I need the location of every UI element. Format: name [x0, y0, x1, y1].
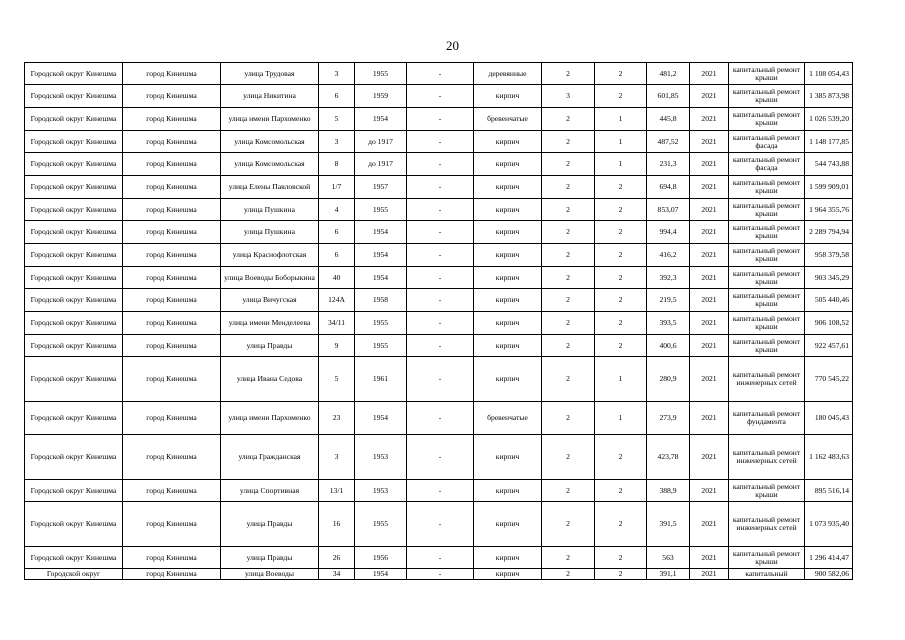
- entrances-cell: 1: [595, 402, 647, 435]
- year-built-cell: 1961: [355, 357, 407, 402]
- table-row: [25, 221, 853, 244]
- settlement-cell: город Кинешма: [123, 108, 221, 131]
- wall-material-cell: кирпич: [474, 221, 542, 244]
- house-cell: 6: [319, 85, 355, 108]
- plan-year-cell: 2021: [690, 335, 729, 357]
- floors-cell: 2: [542, 176, 595, 199]
- table-row: [25, 435, 853, 480]
- street-cell: улица Краснофлотская: [221, 244, 319, 267]
- wall-material-cell: кирпич: [474, 85, 542, 108]
- municipality-cell: Городской округ Кинешма: [25, 547, 123, 569]
- entrances-cell: 2: [595, 502, 647, 547]
- municipality-cell: Городской округ Кинешма: [25, 221, 123, 244]
- plan-year-cell: 2021: [690, 357, 729, 402]
- house-cell: 6: [319, 221, 355, 244]
- work-type-cell: капитальный ремонт крыши: [729, 244, 805, 267]
- work-type-cell: капитальный ремонт крыши: [729, 312, 805, 335]
- plan-year-cell: 2021: [690, 267, 729, 289]
- work-type-cell: капитальный ремонт крыши: [729, 289, 805, 312]
- settlement-cell: город Кинешма: [123, 312, 221, 335]
- table-row: [25, 312, 853, 335]
- area-cell: 392,3: [647, 267, 690, 289]
- year-built-cell: 1955: [355, 502, 407, 547]
- house-cell: 1/7: [319, 176, 355, 199]
- house-cell: 8: [319, 153, 355, 176]
- work-type-cell: капитальный ремонт крыши: [729, 267, 805, 289]
- floors-cell: 2: [542, 312, 595, 335]
- cost-cell: 1 964 355,76: [805, 199, 853, 221]
- wall-material-cell: деревянные: [474, 63, 542, 85]
- area-cell: 994,4: [647, 221, 690, 244]
- year-built-cell: 1954: [355, 244, 407, 267]
- wall-material-cell: кирпич: [474, 547, 542, 569]
- plan-year-cell: 2021: [690, 480, 729, 502]
- page-number: 20: [446, 38, 459, 53]
- house-cell: 124А: [319, 289, 355, 312]
- floors-cell: 2: [542, 569, 595, 580]
- dash-cell: -: [407, 85, 474, 108]
- year-built-cell: 1954: [355, 267, 407, 289]
- settlement-cell: город Кинешма: [123, 85, 221, 108]
- area-cell: 388,9: [647, 480, 690, 502]
- cost-cell: 770 545,22: [805, 357, 853, 402]
- plan-year-cell: 2021: [690, 199, 729, 221]
- work-type-cell: капитальный ремонт крыши: [729, 221, 805, 244]
- settlement-cell: город Кинешма: [123, 480, 221, 502]
- area-cell: 601,85: [647, 85, 690, 108]
- work-type-cell: капитальный ремонт крыши: [729, 480, 805, 502]
- entrances-cell: 2: [595, 221, 647, 244]
- dash-cell: -: [407, 221, 474, 244]
- street-cell: улица Трудовая: [221, 63, 319, 85]
- municipality-cell: Городской округ Кинешма: [25, 357, 123, 402]
- area-cell: 416,2: [647, 244, 690, 267]
- wall-material-cell: бревенчатые: [474, 402, 542, 435]
- wall-material-cell: кирпич: [474, 435, 542, 480]
- dash-cell: -: [407, 199, 474, 221]
- cost-cell: 958 379,58: [805, 244, 853, 267]
- entrances-cell: 2: [595, 289, 647, 312]
- house-cell: 34: [319, 569, 355, 580]
- cost-cell: 544 743,88: [805, 153, 853, 176]
- work-type-cell: капитальный ремонт инженерных сетей: [729, 357, 805, 402]
- municipality-cell: Городской округ Кинешма: [25, 289, 123, 312]
- municipality-cell: Городской округ Кинешма: [25, 85, 123, 108]
- entrances-cell: 2: [595, 244, 647, 267]
- table-row: [25, 335, 853, 357]
- work-type-cell: капитальный ремонт крыши: [729, 108, 805, 131]
- year-built-cell: 1953: [355, 480, 407, 502]
- municipality-cell: Городской округ Кинешма: [25, 131, 123, 153]
- registry-table: [24, 62, 853, 580]
- municipality-cell: Городской округ Кинешма: [25, 108, 123, 131]
- plan-year-cell: 2021: [690, 85, 729, 108]
- house-cell: 5: [319, 108, 355, 131]
- plan-year-cell: 2021: [690, 569, 729, 580]
- wall-material-cell: бревенчатые: [474, 108, 542, 131]
- work-type-cell: капитальный ремонт фасада: [729, 131, 805, 153]
- entrances-cell: 2: [595, 569, 647, 580]
- street-cell: улица Гражданская: [221, 435, 319, 480]
- cost-cell: 1 026 539,20: [805, 108, 853, 131]
- dash-cell: -: [407, 480, 474, 502]
- floors-cell: 2: [542, 547, 595, 569]
- wall-material-cell: кирпич: [474, 357, 542, 402]
- wall-material-cell: кирпич: [474, 480, 542, 502]
- work-type-cell: капитальный: [729, 569, 805, 580]
- house-cell: 26: [319, 547, 355, 569]
- cost-cell: 505 440,46: [805, 289, 853, 312]
- plan-year-cell: 2021: [690, 153, 729, 176]
- plan-year-cell: 2021: [690, 312, 729, 335]
- year-built-cell: 1954: [355, 221, 407, 244]
- area-cell: 231,3: [647, 153, 690, 176]
- dash-cell: -: [407, 547, 474, 569]
- settlement-cell: город Кинешма: [123, 289, 221, 312]
- table-row: [25, 502, 853, 547]
- area-cell: 481,2: [647, 63, 690, 85]
- year-built-cell: 1958: [355, 289, 407, 312]
- street-cell: улица Воеводы: [221, 569, 319, 580]
- area-cell: 853,07: [647, 199, 690, 221]
- cost-cell: 1 599 909,01: [805, 176, 853, 199]
- table-row: [25, 402, 853, 435]
- entrances-cell: 2: [595, 199, 647, 221]
- entrances-cell: 2: [595, 176, 647, 199]
- house-cell: 34/11: [319, 312, 355, 335]
- plan-year-cell: 2021: [690, 108, 729, 131]
- wall-material-cell: кирпич: [474, 289, 542, 312]
- street-cell: улица имени Пархоменко: [221, 108, 319, 131]
- cost-cell: 895 516,14: [805, 480, 853, 502]
- entrances-cell: 2: [595, 480, 647, 502]
- area-cell: 391,1: [647, 569, 690, 580]
- dash-cell: -: [407, 63, 474, 85]
- dash-cell: -: [407, 402, 474, 435]
- dash-cell: -: [407, 435, 474, 480]
- settlement-cell: город Кинешма: [123, 357, 221, 402]
- dash-cell: -: [407, 131, 474, 153]
- floors-cell: 2: [542, 335, 595, 357]
- dash-cell: -: [407, 357, 474, 402]
- wall-material-cell: кирпич: [474, 176, 542, 199]
- work-type-cell: капитальный ремонт фундамента: [729, 402, 805, 435]
- area-cell: 280,9: [647, 357, 690, 402]
- wall-material-cell: кирпич: [474, 267, 542, 289]
- house-cell: 4: [319, 199, 355, 221]
- table-body: [25, 63, 853, 580]
- street-cell: улица Правды: [221, 335, 319, 357]
- area-cell: 391,5: [647, 502, 690, 547]
- entrances-cell: 2: [595, 312, 647, 335]
- wall-material-cell: кирпич: [474, 244, 542, 267]
- plan-year-cell: 2021: [690, 547, 729, 569]
- cost-cell: 1 385 873,98: [805, 85, 853, 108]
- table-row: [25, 85, 853, 108]
- floors-cell: 2: [542, 244, 595, 267]
- area-cell: 487,52: [647, 131, 690, 153]
- entrances-cell: 1: [595, 357, 647, 402]
- floors-cell: 2: [542, 131, 595, 153]
- work-type-cell: капитальный ремонт крыши: [729, 176, 805, 199]
- house-cell: 16: [319, 502, 355, 547]
- work-type-cell: капитальный ремонт крыши: [729, 335, 805, 357]
- floors-cell: 2: [542, 221, 595, 244]
- plan-year-cell: 2021: [690, 221, 729, 244]
- floors-cell: 2: [542, 63, 595, 85]
- house-cell: 5: [319, 357, 355, 402]
- entrances-cell: 2: [595, 435, 647, 480]
- municipality-cell: Городской округ Кинешма: [25, 267, 123, 289]
- house-cell: 3: [319, 435, 355, 480]
- table-row: [25, 244, 853, 267]
- year-built-cell: 1956: [355, 547, 407, 569]
- dash-cell: -: [407, 267, 474, 289]
- table-row: [25, 176, 853, 199]
- entrances-cell: 1: [595, 108, 647, 131]
- floors-cell: 2: [542, 480, 595, 502]
- cost-cell: 180 045,43: [805, 402, 853, 435]
- area-cell: 273,9: [647, 402, 690, 435]
- settlement-cell: город Кинешма: [123, 199, 221, 221]
- settlement-cell: город Кинешма: [123, 131, 221, 153]
- plan-year-cell: 2021: [690, 176, 729, 199]
- floors-cell: 2: [542, 199, 595, 221]
- settlement-cell: город Кинешма: [123, 153, 221, 176]
- dash-cell: -: [407, 312, 474, 335]
- year-built-cell: 1955: [355, 63, 407, 85]
- municipality-cell: Городской округ Кинешма: [25, 176, 123, 199]
- plan-year-cell: 2021: [690, 502, 729, 547]
- wall-material-cell: кирпич: [474, 199, 542, 221]
- dash-cell: -: [407, 176, 474, 199]
- house-cell: 6: [319, 244, 355, 267]
- plan-year-cell: 2021: [690, 131, 729, 153]
- street-cell: улица Воеводы Боборыкина: [221, 267, 319, 289]
- table-row: [25, 199, 853, 221]
- year-built-cell: 1955: [355, 199, 407, 221]
- floors-cell: 2: [542, 502, 595, 547]
- house-cell: 23: [319, 402, 355, 435]
- year-built-cell: 1953: [355, 435, 407, 480]
- street-cell: улица Никитина: [221, 85, 319, 108]
- cost-cell: 1 296 414,47: [805, 547, 853, 569]
- municipality-cell: Городской округ Кинешма: [25, 153, 123, 176]
- wall-material-cell: кирпич: [474, 131, 542, 153]
- floors-cell: 2: [542, 108, 595, 131]
- year-built-cell: до 1917: [355, 131, 407, 153]
- municipality-cell: Городской округ Кинешма: [25, 402, 123, 435]
- street-cell: улица Правды: [221, 502, 319, 547]
- municipality-cell: Городской округ Кинешма: [25, 502, 123, 547]
- settlement-cell: город Кинешма: [123, 335, 221, 357]
- street-cell: улица Елены Павловской: [221, 176, 319, 199]
- cost-cell: 1 148 177,85: [805, 131, 853, 153]
- municipality-cell: Городской округ: [25, 569, 123, 580]
- table-row: [25, 153, 853, 176]
- dash-cell: -: [407, 108, 474, 131]
- work-type-cell: капитальный ремонт крыши: [729, 199, 805, 221]
- street-cell: улица Пушкина: [221, 221, 319, 244]
- entrances-cell: 1: [595, 153, 647, 176]
- municipality-cell: Городской округ Кинешма: [25, 63, 123, 85]
- dash-cell: -: [407, 153, 474, 176]
- settlement-cell: город Кинешма: [123, 267, 221, 289]
- dash-cell: -: [407, 569, 474, 580]
- municipality-cell: Городской округ Кинешма: [25, 335, 123, 357]
- table-row: [25, 357, 853, 402]
- dash-cell: -: [407, 502, 474, 547]
- entrances-cell: 1: [595, 131, 647, 153]
- wall-material-cell: кирпич: [474, 569, 542, 580]
- year-built-cell: 1957: [355, 176, 407, 199]
- area-cell: 445,8: [647, 108, 690, 131]
- house-cell: 3: [319, 63, 355, 85]
- work-type-cell: капитальный ремонт инженерных сетей: [729, 502, 805, 547]
- table-row: [25, 63, 853, 85]
- table-row: [25, 131, 853, 153]
- settlement-cell: город Кинешма: [123, 547, 221, 569]
- house-cell: 3: [319, 131, 355, 153]
- settlement-cell: город Кинешма: [123, 502, 221, 547]
- plan-year-cell: 2021: [690, 402, 729, 435]
- work-type-cell: капитальный ремонт крыши: [729, 85, 805, 108]
- entrances-cell: 2: [595, 85, 647, 108]
- cost-cell: 900 582,06: [805, 569, 853, 580]
- cost-cell: 903 345,29: [805, 267, 853, 289]
- area-cell: 393,5: [647, 312, 690, 335]
- plan-year-cell: 2021: [690, 435, 729, 480]
- year-built-cell: 1954: [355, 108, 407, 131]
- wall-material-cell: кирпич: [474, 502, 542, 547]
- settlement-cell: город Кинешма: [123, 435, 221, 480]
- dash-cell: -: [407, 289, 474, 312]
- entrances-cell: 2: [595, 267, 647, 289]
- plan-year-cell: 2021: [690, 289, 729, 312]
- house-cell: 13/1: [319, 480, 355, 502]
- area-cell: 563: [647, 547, 690, 569]
- municipality-cell: Городской округ Кинешма: [25, 480, 123, 502]
- table-row: [25, 267, 853, 289]
- floors-cell: 2: [542, 357, 595, 402]
- street-cell: улица Ивана Седова: [221, 357, 319, 402]
- street-cell: улица имени Менделеева: [221, 312, 319, 335]
- settlement-cell: город Кинешма: [123, 402, 221, 435]
- municipality-cell: Городской округ Кинешма: [25, 244, 123, 267]
- area-cell: 219,5: [647, 289, 690, 312]
- year-built-cell: 1955: [355, 312, 407, 335]
- municipality-cell: Городской округ Кинешма: [25, 312, 123, 335]
- entrances-cell: 2: [595, 63, 647, 85]
- entrances-cell: 2: [595, 547, 647, 569]
- table-row: [25, 289, 853, 312]
- table-row: [25, 108, 853, 131]
- work-type-cell: капитальный ремонт фасада: [729, 153, 805, 176]
- municipality-cell: Городской округ Кинешма: [25, 199, 123, 221]
- settlement-cell: город Кинешма: [123, 569, 221, 580]
- entrances-cell: 2: [595, 335, 647, 357]
- settlement-cell: город Кинешма: [123, 63, 221, 85]
- cost-cell: 2 289 794,94: [805, 221, 853, 244]
- year-built-cell: 1955: [355, 335, 407, 357]
- street-cell: улица Пушкина: [221, 199, 319, 221]
- table-row: [25, 480, 853, 502]
- wall-material-cell: кирпич: [474, 335, 542, 357]
- floors-cell: 2: [542, 267, 595, 289]
- house-cell: 9: [319, 335, 355, 357]
- year-built-cell: 1959: [355, 85, 407, 108]
- year-built-cell: 1954: [355, 569, 407, 580]
- cost-cell: 922 457,61: [805, 335, 853, 357]
- street-cell: улица Спортивная: [221, 480, 319, 502]
- cost-cell: 1 162 483,63: [805, 435, 853, 480]
- table-row: [25, 547, 853, 569]
- dash-cell: -: [407, 335, 474, 357]
- area-cell: 694,8: [647, 176, 690, 199]
- floors-cell: 2: [542, 435, 595, 480]
- wall-material-cell: кирпич: [474, 153, 542, 176]
- plan-year-cell: 2021: [690, 244, 729, 267]
- work-type-cell: капитальный ремонт крыши: [729, 63, 805, 85]
- work-type-cell: капитальный ремонт инженерных сетей: [729, 435, 805, 480]
- house-cell: 40: [319, 267, 355, 289]
- wall-material-cell: кирпич: [474, 312, 542, 335]
- floors-cell: 2: [542, 289, 595, 312]
- year-built-cell: до 1917: [355, 153, 407, 176]
- street-cell: улица Комсомольская: [221, 131, 319, 153]
- municipality-cell: Городской округ Кинешма: [25, 435, 123, 480]
- year-built-cell: 1954: [355, 402, 407, 435]
- street-cell: улица Правды: [221, 547, 319, 569]
- settlement-cell: город Кинешма: [123, 244, 221, 267]
- area-cell: 400,6: [647, 335, 690, 357]
- street-cell: улица Комсомольская: [221, 153, 319, 176]
- street-cell: улица Вичугская: [221, 289, 319, 312]
- cost-cell: 906 108,52: [805, 312, 853, 335]
- settlement-cell: город Кинешма: [123, 176, 221, 199]
- floors-cell: 2: [542, 153, 595, 176]
- plan-year-cell: 2021: [690, 63, 729, 85]
- area-cell: 423,78: [647, 435, 690, 480]
- work-type-cell: капитальный ремонт крыши: [729, 547, 805, 569]
- street-cell: улица имени Пархоменко: [221, 402, 319, 435]
- settlement-cell: город Кинешма: [123, 221, 221, 244]
- cost-cell: 1 073 935,40: [805, 502, 853, 547]
- floors-cell: 2: [542, 402, 595, 435]
- cost-cell: 1 108 054,43: [805, 63, 853, 85]
- dash-cell: -: [407, 244, 474, 267]
- floors-cell: 3: [542, 85, 595, 108]
- table-row: [25, 569, 853, 580]
